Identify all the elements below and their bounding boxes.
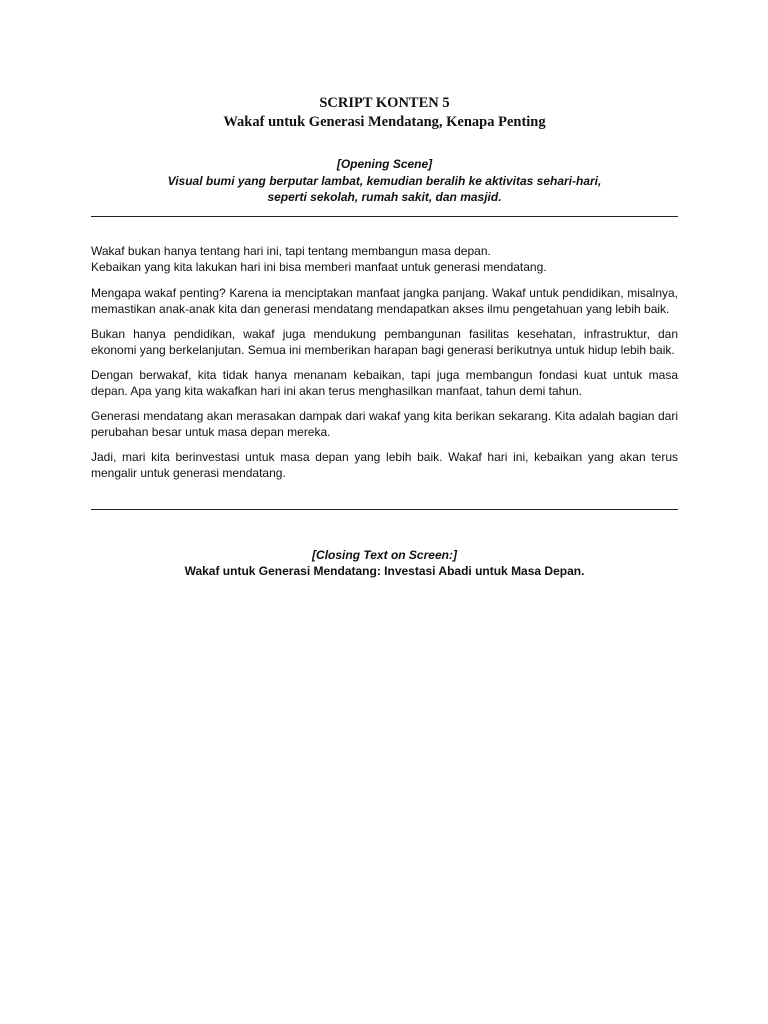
- body-paragraph-4: Generasi mendatang akan merasakan dampak dari wakaf yang kita berikan sekarang. Kita adalah bagian dari perubahan besar untuk masa depan mereka.: [91, 408, 678, 439]
- intro-line-1: Wakaf bukan hanya tentang hari ini, tapi tentang membangun masa depan.: [91, 243, 491, 258]
- closing-label: [Closing Text on Screen:]: [312, 547, 457, 562]
- script-subtitle: Wakaf untuk Generasi Mendatang, Kenapa Penting: [223, 114, 546, 130]
- intro-line-2: Kebaikan yang kita lakukan hari ini bisa memberi manfaat untuk generasi mendatang.: [91, 260, 547, 274]
- script-title: [91, 94, 678, 132]
- opening-scene-line-2: seperti sekolah, rumah sakit, dan masjid.: [267, 190, 502, 204]
- body-paragraph-1: Mengapa wakaf penting? Karena ia menciptakan manfaat jangka panjang. Wakaf untuk pendidikan, misalnya, memastikan anak-anak kita dan generasi mendatang mendapatkan akses ilmu pengetahuan yang lebih baik.: [91, 285, 678, 316]
- opening-scene: [91, 156, 678, 206]
- body-paragraph-3: Dengan berwakaf, kita tidak hanya menanam kebaikan, tapi juga membangun fondasi kuat untuk masa depan. Apa yang kita wakafkan hari ini akan terus menghasilkan manfaat, tahun demi tahun.: [91, 367, 678, 398]
- closing-text: [91, 547, 678, 580]
- document-page: [91, 94, 678, 580]
- opening-scene-label: [Opening Scene]: [336, 157, 433, 171]
- opening-scene-line-1: Visual bumi yang berputar lambat, kemudian beralih ke aktivitas sehari-hari,: [167, 173, 602, 188]
- script-number-title: SCRIPT KONTEN 5: [319, 95, 450, 111]
- body-paragraph-5: Jadi, mari kita berinvestasi untuk masa depan yang lebih baik. Wakaf hari ini, kebaikan yang akan terus mengalir untuk generasi mendatang.: [91, 449, 678, 480]
- intro-paragraph: [91, 243, 678, 276]
- bottom-divider: [91, 509, 678, 510]
- body-paragraph-2: Bukan hanya pendidikan, wakaf juga mendukung pembangunan fasilitas kesehatan, infrastruktur, dan ekonomi yang berkelanjutan. Semua ini memberikan harapan bagi generasi berikutnya untuk hidup lebih baik.: [91, 326, 678, 357]
- top-divider: [91, 216, 678, 217]
- closing-statement: Wakaf untuk Generasi Mendatang: Investasi Abadi untuk Masa Depan.: [184, 564, 585, 578]
